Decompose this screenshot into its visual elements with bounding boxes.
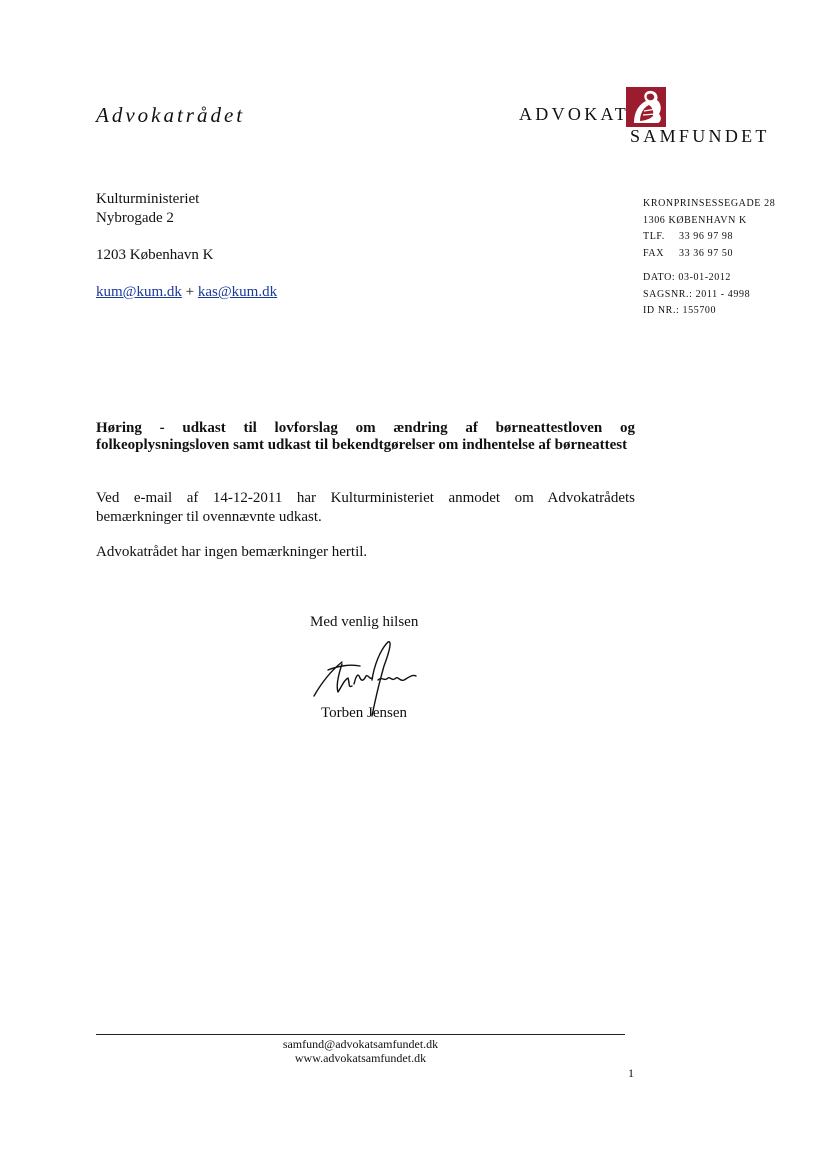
case-number: SAGSNR.: 2011 - 4998 <box>643 288 751 300</box>
body-paragraph-2: Advokatrådet har ingen bemærkninger hertil. <box>96 544 368 560</box>
closing-greeting: Med venlig hilsen <box>310 614 419 630</box>
footer-email: samfund@advokatsamfundet.dk <box>282 1037 439 1051</box>
phone-label: TLF. <box>643 231 665 242</box>
id-number: ID NR.: 155700 <box>643 305 717 316</box>
recipient-email-link-kas[interactable]: kas@kum.dk <box>197 284 278 300</box>
council-name: Advokatrådet <box>96 103 246 127</box>
recipient-street: Nybrogade 2 <box>96 210 174 226</box>
recipient-address <box>96 190 277 302</box>
fax-number: 33 36 97 50 <box>679 247 734 259</box>
email-separator: + <box>181 284 198 300</box>
sender-phone-row <box>643 229 775 246</box>
page-number: 1 <box>628 1066 634 1080</box>
logo-text-advokat: ADVOKAT <box>519 104 630 124</box>
recipient-emails <box>96 283 277 302</box>
letter-subject: Høring - udkast til lovforslag om ændring af børneattestloven og folkeoplysningsloven samt udkast til bekendtgørelser om indhentelse af børneattest <box>96 420 635 453</box>
sender-fax-row <box>643 246 775 263</box>
signatory-name: Torben Jensen <box>321 705 408 721</box>
body-paragraph-1: Ved e-mail af 14-12-2011 har Kulturministeriet anmodet om Advokatrådets bemærkninger til ovennævnte udkast. <box>96 490 635 525</box>
footer-website: www.advokatsamfundet.dk <box>294 1051 427 1065</box>
sender-info-block <box>643 196 775 320</box>
advokatsamfundet-emblem-icon <box>626 87 666 127</box>
sender-street: KRONPRINSESSEGADE 28 <box>643 198 776 209</box>
fax-label: FAX <box>643 247 665 259</box>
phone-number: 33 96 97 98 <box>679 231 734 242</box>
footer-divider <box>96 1034 625 1035</box>
logo-text-samfundet: SAMFUNDET <box>630 126 770 146</box>
recipient-name: Kulturministeriet <box>96 191 200 207</box>
sender-city: 1306 KØBENHAVN K <box>643 214 747 226</box>
letter-date: DATO: 03-01-2012 <box>643 272 732 283</box>
recipient-city: 1203 København K <box>96 247 214 263</box>
recipient-email-link-kum[interactable]: kum@kum.dk <box>96 284 182 300</box>
